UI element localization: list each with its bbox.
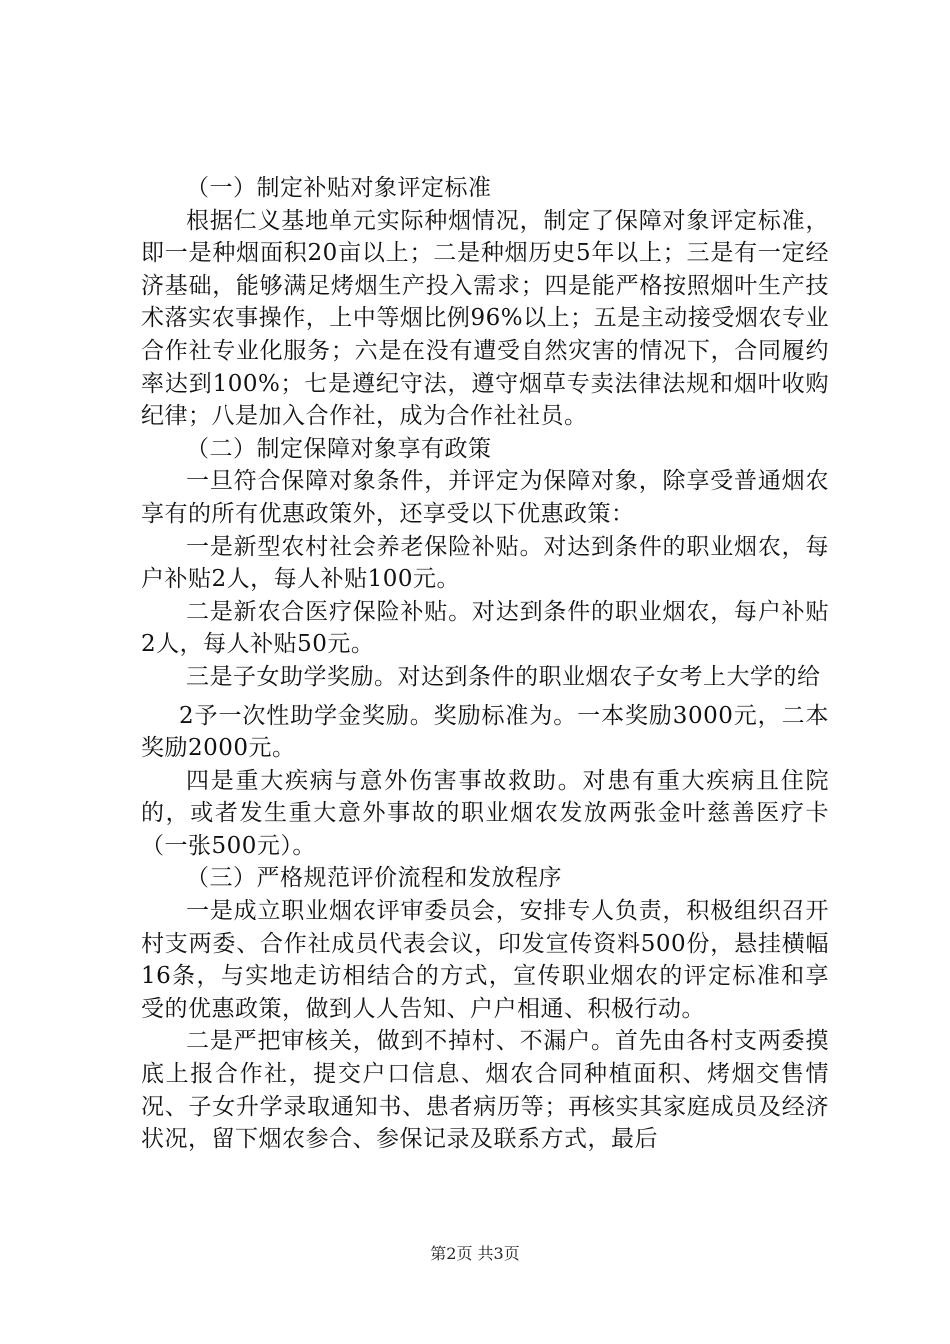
paragraph-criteria: 根据仁义基地单元实际种烟情况，制定了保障对象评定标准，即一是种烟面积20亩以上；二是种烟历史5年以上；三是有一定经济基础，能够满足烤烟生产投入需求；四是能严格按照烟叶生产技术落实农事操作，上中等烟比例96%以上；五是主动接受烟农专业合作社专业化服务；六是在没有遭受自然灾害的情况下，合同履约率达到100%；七是遵纪守法，遵守烟草专卖法律法规和烟叶收购纪律；八是加入合作社，成为合作社社员。 [141, 207, 829, 430]
page-footer: 第2页 共3页 [430, 1244, 520, 1263]
section-heading-1: （一）制定补贴对象评定标准 [186, 175, 492, 201]
section-heading-3: （三）严格规范评价流程和发放程序 [186, 865, 562, 892]
paragraph-education-award-continued: 2予一次性助学金奖励。奖励标准为。一本奖励3000元，二本奖励2000元。 [141, 702, 829, 762]
paragraph-policy-intro: 一旦符合保障对象条件，并评定为保障对象，除享受普通烟农享有的所有优惠政策外，还享受以下优惠政策： [141, 468, 829, 527]
document-body [141, 172, 829, 1156]
paragraph-review-committee: 一是成立职业烟农评审委员会，安排专人负责，积极组织召开村支两委、合作社成员代表会议，印发宣传资料500份，悬挂横幅16条，与实地走访相结合的方式，宣传职业烟农的评定标准和享受的优惠政策，做到人人告知、户户相通、积极行动。 [141, 898, 829, 1022]
paragraph-strict-review: 二是严把审核关，做到不掉村、不漏户。首先由各村支两委摸底上报合作社，提交户口信息、烟农合同种植面积、烤烟交售情况、子女升学录取通知书、患者病历等；再核实其家庭成员及经济状况，留下烟农参合、参保记录及联系方式，最后 [141, 1028, 829, 1153]
paragraph-pension-subsidy: 一是新型农村社会养老保险补贴。对达到条件的职业烟农，每户补贴2人，每人补贴100元。 [141, 533, 829, 593]
section-heading-2: （二）制定保障对象享有政策 [186, 435, 492, 462]
paragraph-education-award: 三是子女助学奖励。对达到条件的职业烟农子女考上大学的给 [186, 663, 821, 690]
paragraph-illness-relief: 四是重大疾病与意外伤害事故救助。对患有重大疾病且住院的，或者发生重大意外事故的职业烟农发放两张金叶慈善医疗卡（一张500元）。 [141, 767, 829, 859]
paragraph-medical-subsidy: 二是新农合医疗保险补贴。对达到条件的职业烟农，每户补贴2人，每人补贴50元。 [141, 598, 829, 658]
